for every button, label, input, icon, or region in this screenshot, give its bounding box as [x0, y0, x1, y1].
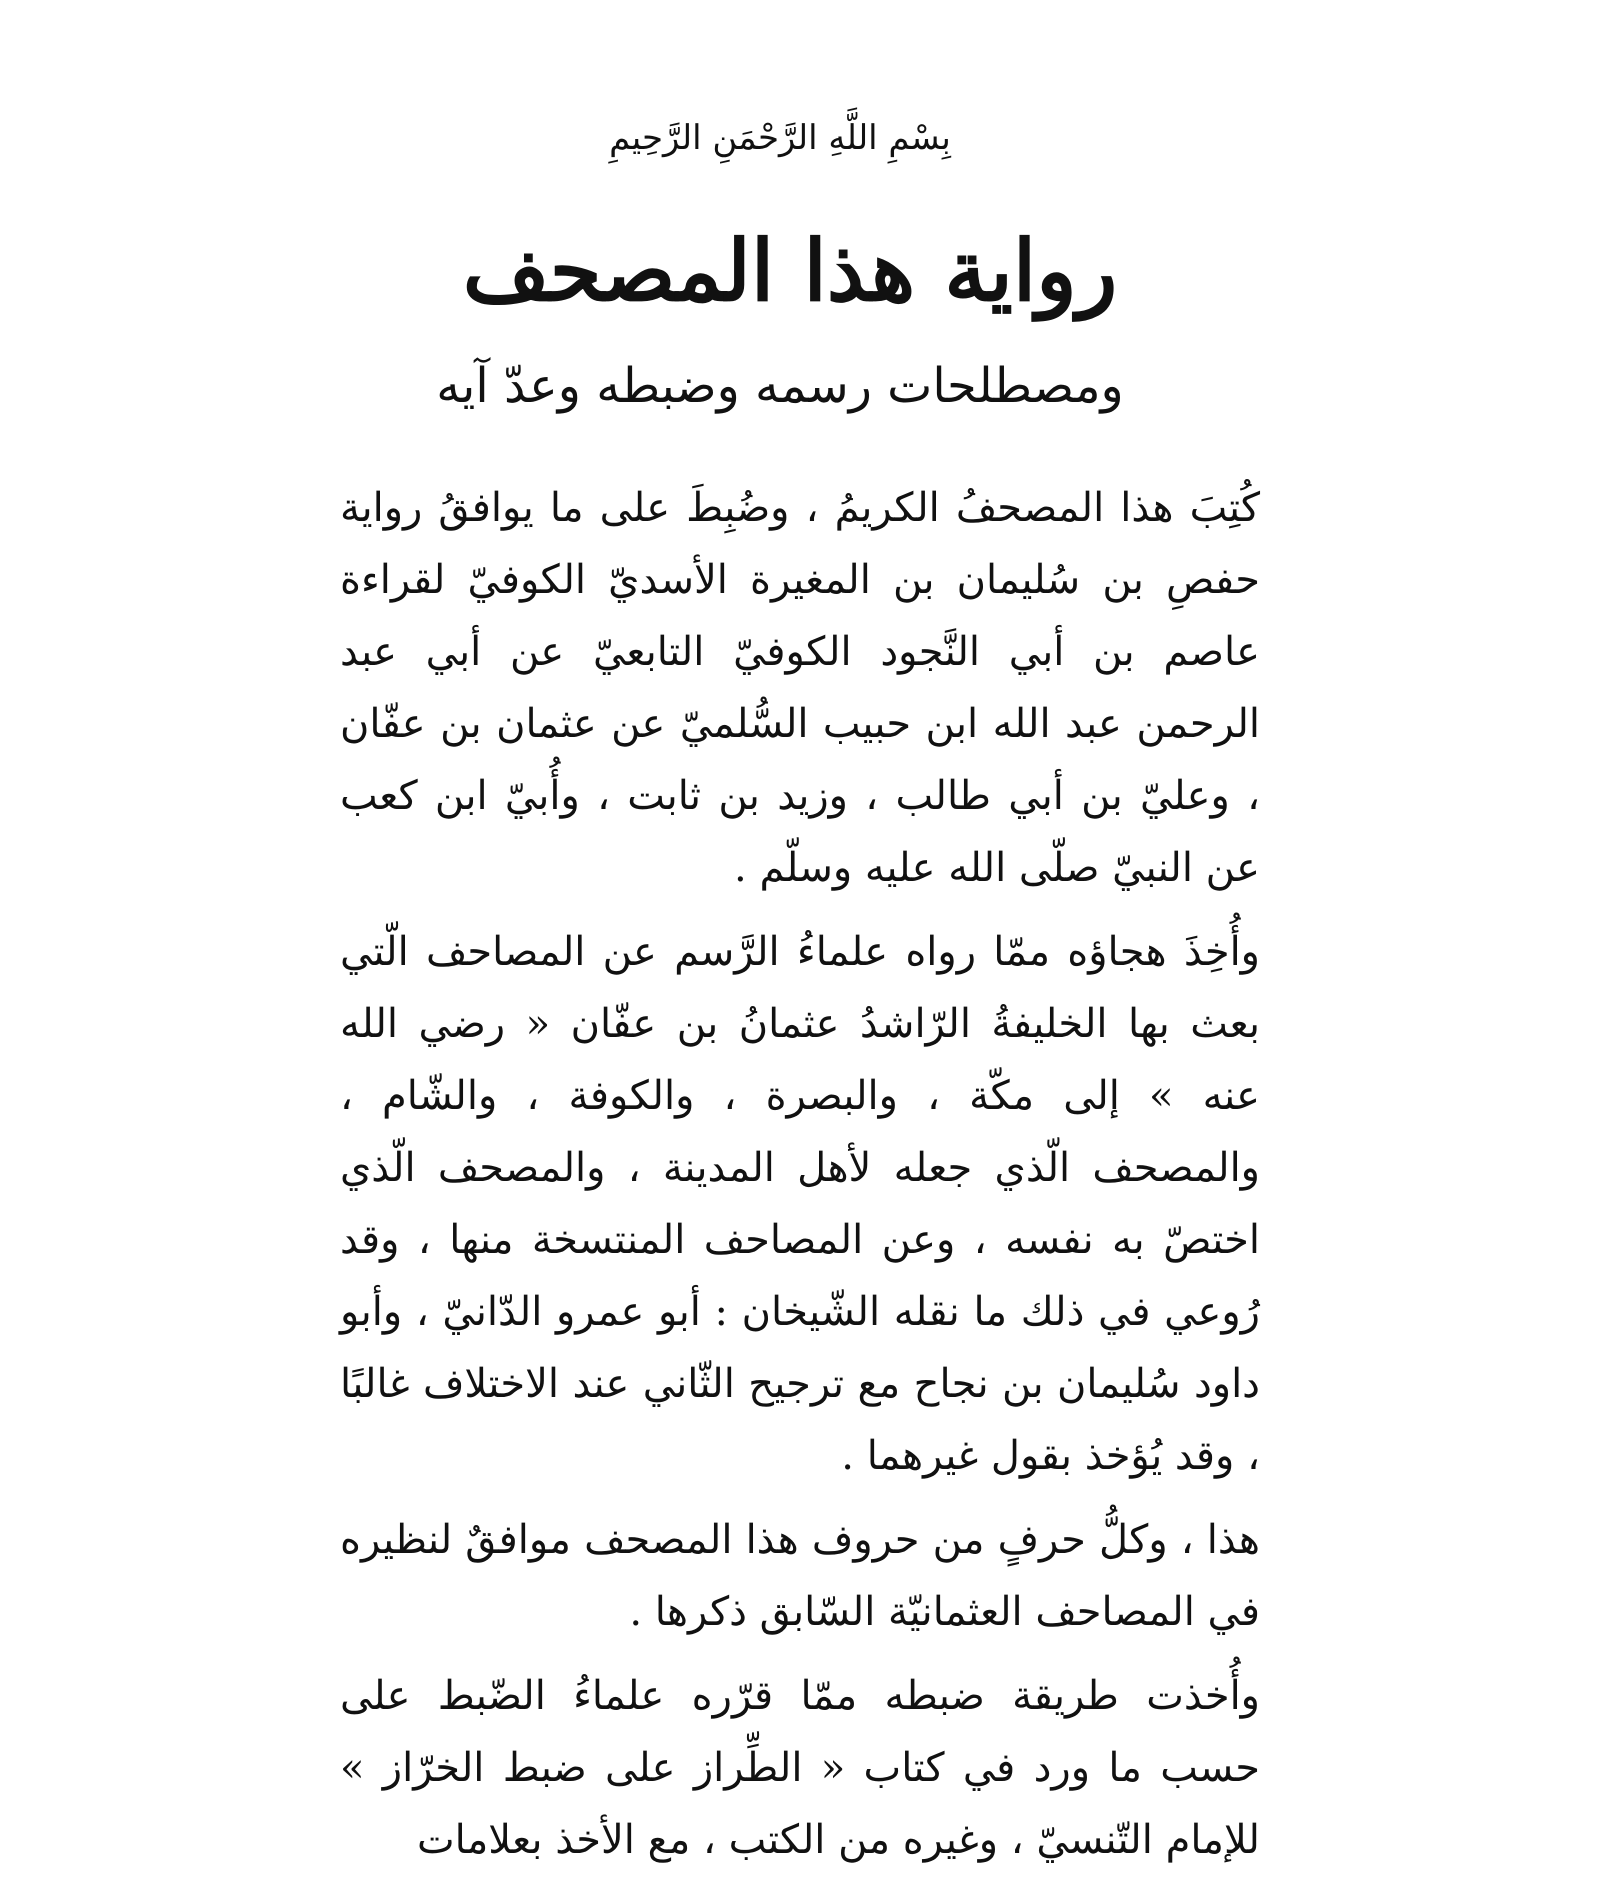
page-title: رواية هذا المصحف [462, 221, 1118, 320]
paragraph-narration: كُتِبَ هذا المصحفُ الكريمُ ، وضُبِطَ على ما يوافقُ رواية حفصِ بن سُليمان بن المغيرة الأسديّ الكوفيّ لقراءة عاصم بن أبي النَّجود الكوفيّ التابعيّ عن أبي عبد الرحمن عبد الله ابن حبيب السُّلميّ عن عثمان بن عفّان ، وعليّ بن أبي طالب ، وزيد بن ثابت ، وأُبيّ ابن كعب عن النبيّ صلّى الله عليه وسلّم . [340, 485, 1260, 891]
page-subtitle: ومصطلحات رسمه وضبطه وعدّ آيه [436, 358, 1124, 414]
paragraph-diacritics: وأُخذت طريقة ضبطه ممّا قرّره علماءُ الضّبط على حسب ما ورد في كتاب « الطِّراز على ضبط الخرّاز » للإمام التّنسيّ ، وغيره من الكتب ، مع الأخذ بعلامات [340, 1673, 1260, 1863]
paragraph-letters: هذا ، وكلُّ حرفٍ من حروف هذا المصحف موافقٌ لنظيره في المصاحف العثمانيّة السّابق ذكرها . [340, 1517, 1260, 1635]
body-text [340, 472, 1260, 1888]
paragraph-orthography: وأُخِذَ هجاؤه ممّا رواه علماءُ الرَّسم عن المصاحف الّتي بعث بها الخليفةُ الرّاشدُ عثمانُ بن عفّان « رضي الله عنه » إلى مكّة ، والبصرة ، والكوفة ، والشّام ، والمصحف الّذي جعله لأهل المدينة ، والمصحف الّذي اختصّ به نفسه ، وعن المصاحف المنتسخة منها ، وقد رُوعي في ذلك ما نقله الشّيخان : أبو عمرو الدّانيّ ، وأبو داود سُليمان بن نجاح مع ترجيح الثّاني عند الاختلاف غالبًا ، وقد يُؤخذ بقول غيرهما . [340, 929, 1261, 1479]
basmala-heading: بِسْمِ اللَّهِ الرَّحْمَنِ الرَّحِيمِ [609, 118, 951, 158]
